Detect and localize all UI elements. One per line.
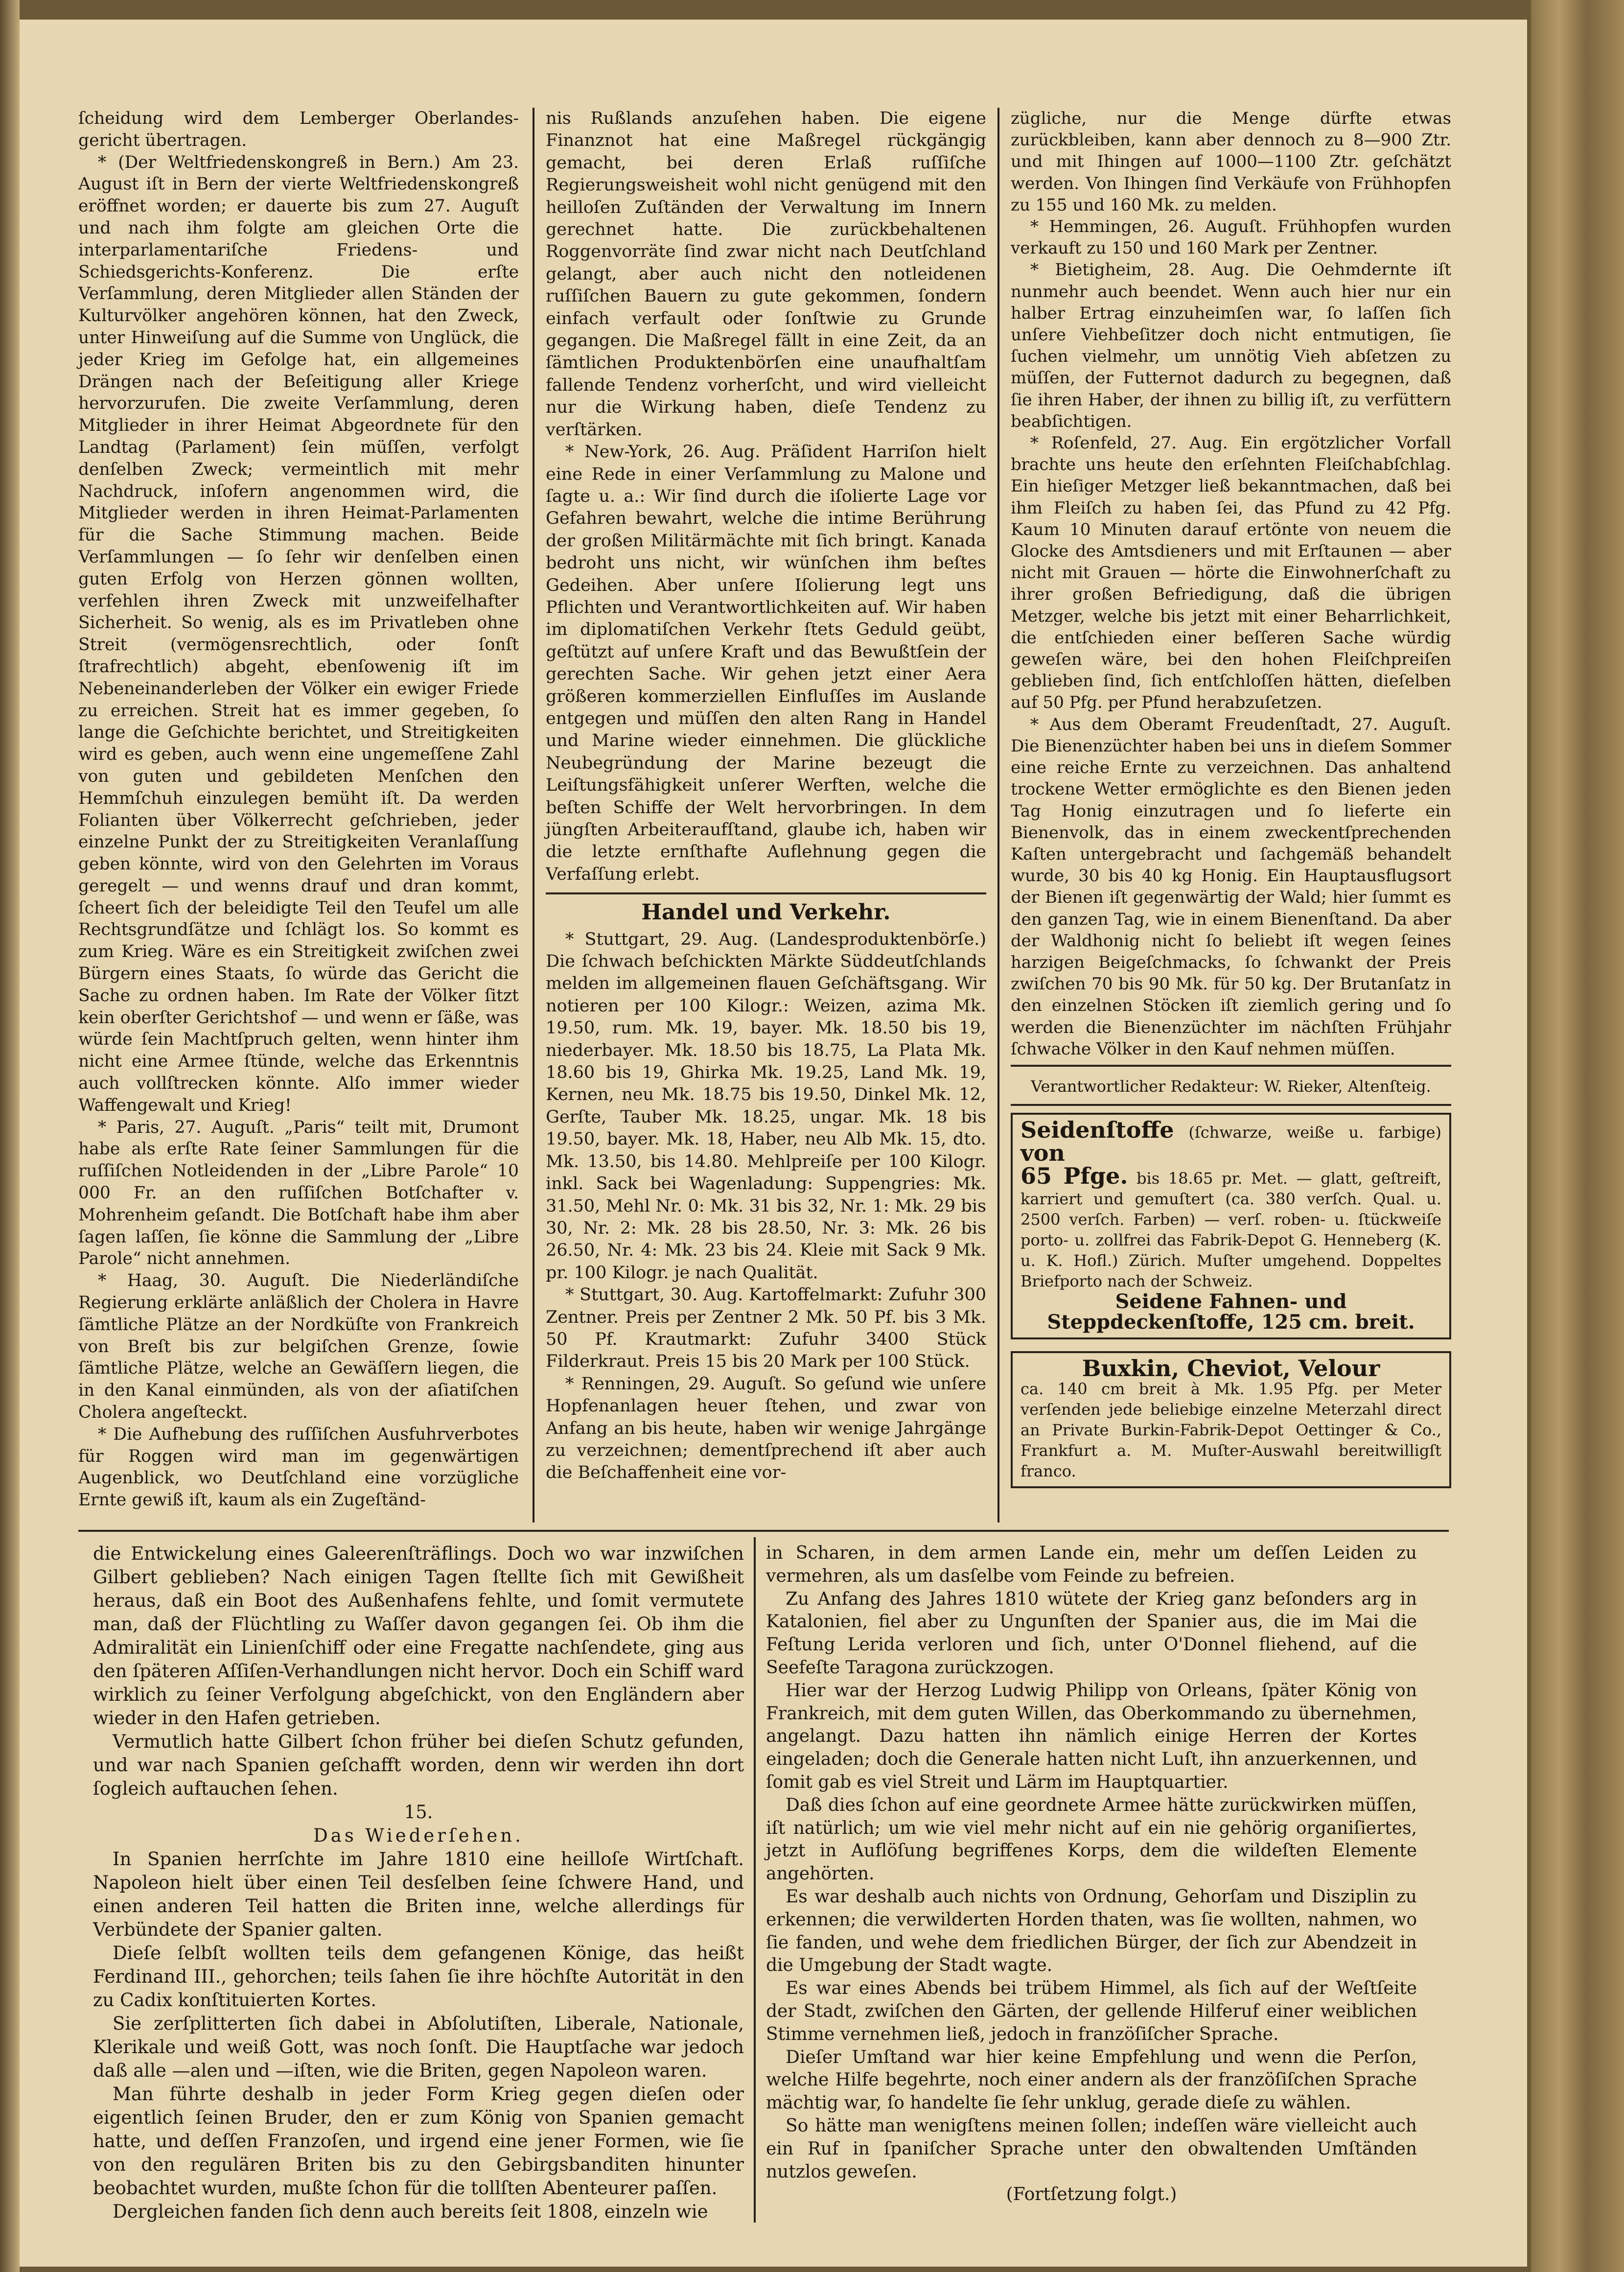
- paragraph: * Renningen, 29. Auguſt. So geſund wie unſere Hopfenanlagen heuer ſtehen, und zwar von Anfang an bis heute, haben wir wenige Jahrgänge zu verzeichnen; dementſprechend iſt aber auch die Beſchaffenheit eine vor-: [546, 1374, 986, 1483]
- chapter-number: 15.: [404, 1802, 433, 1823]
- ad-price: 65 Pfge.: [1021, 1163, 1128, 1190]
- paragraph: Hier war der Herzog Ludwig Philipp von Orleans, ſpäter König von Frankreich, mit dem guten Willen, das Oberkommando zu übernehmen, angelangt. Dazu hatten ihn nämlich einige Herren der Kortes eingeladen; doch die Generale hatten nicht Luſt, ihn anzuerkennen, und ſomit gab es viel Streit und Lärm im Hauptquartier.: [766, 1680, 1417, 1792]
- paragraph: Dieſer Umſtand war hier keine Empfehlung und wenn die Perſon, welche Hilfe begehrte, noch einer andern als der franzöſiſchen Sprache mächtig war, ſo handelte ſie ſehr unklug, gerade dieſe zu wählen.: [766, 2047, 1417, 2113]
- column-2: [546, 108, 986, 1484]
- newspaper-page: [20, 20, 1527, 2267]
- column-1: [78, 108, 519, 1511]
- column-3: [1011, 108, 1451, 1488]
- paragraph: * Die Aufhebung des ruſſiſchen Ausfuhrverbotes für Roggen wird man im gegenwärtigen Augenblick, wo Deutſchland eine vorzügliche Ernte gewiß iſt, kaum als ein Zugeſtänd-: [78, 1424, 519, 1510]
- feuilleton-divider: [78, 1530, 1449, 1532]
- column-rule: [998, 108, 999, 1522]
- paragraph: Dieſe ſelbſt wollten teils dem gefangenen Könige, das heißt Ferdinand III., gehorchen; teils ſahen ſie ihre höchſte Autorität in den zu Cadix konſtituierten Kortes.: [93, 1943, 744, 2011]
- advertisement-buxkin: [1011, 1351, 1451, 1488]
- paragraph: ſcheidung wird dem Lemberger Oberlandes-gericht übertragen.: [78, 109, 519, 150]
- ad-body: bis 18.65 pr. Met. — glatt, geſtreift, karriert und gemuſtert (ca. 380 verſch. Qual. u. 2500 verſch. Farben) — verſ. roben- u. ſtückweiſe porto- u. zollfrei das Fabrik-Depot G. Henneberg (K. u. K. Hofl.) Zürich. Muſter umgehend. Doppeltes Briefporto nach der Schweiz.: [1021, 1169, 1442, 1291]
- paragraph: Man führte deshalb in jeder Form Krieg gegen dieſen oder eigentlich ſeinen Bruder, den er zum König von Spanien gemacht hatte, und deſſen Franzoſen, und irgend eine jener Formen, wie ſie von den regulären Briten bis zu den Gebirgsbanditen hinunter beobachtet wurden, mußte ſchon für die tollſten Abenteurer paſſen.: [93, 2084, 744, 2199]
- paragraph: * (Der Weltfriedenskongreß in Bern.) Am 23. August iſt in Bern der vierte Weltfriedenskongreß eröffnet worden; er dauerte bis zum 27. Auguſt und nach ihm folgte am gleichen Orte die interparlamentariſche Friedens- und Schiedsgerichts-Konferenz. Die erſte Verſammlung, deren Mitglieder allen Ständen der Kulturvölker angehören können, hat den Zweck, unter Hinweiſung auf die Summe von Unglück, die jeder Krieg im Gefolge hat, ein allgemeines Drängen nach der Beſeitigung aller Kriege hervorzurufen. Die zweite Verſammlung, deren Mitglieder in ihrer Heimat Abgeordnete für den Landtag (Parlament) ſein müſſen, verfolgt denſelben Zweck; vermeintlich mit mehr Nachdruck, inſofern angenommen wird, die Mitglieder werden in ihren Heimat-Parlamenten für die Sache Stimmung machen. Beide Verſammlungen — ſo ſehr wir denſelben einen guten Erfolg von Herzen gönnen wollten, verfehlen ihren Zweck mit unzweifelhafter Sicherheit. So wenig, als es im Privatleben ohne Streit (vermögensrechtlich, oder ſonſt ſtrafrechtlich) abgeht, ebenſowenig iſt im Nebeneinanderleben der Völker ein ewiger Friede zu erreichen. Streit hat es immer gegeben, ſo lange die Geſchichte berichtet, und Streitigkeiten wird es geben, auch wenn eine ungemeſſene Zahl von guten und gebildeten Menſchen den Hemmſchuh einzulegen bemüht iſt. Da werden Folianten über Völkerrecht geſchrieben, jeder einzelne Punkt der zu Streitigkeiten Veranlaſſung geben könnte, wird von den Gelehrten im Voraus geregelt — und wenns drauf und dran kommt, ſcheert ſich der beleidigte Teil den Teufel um alle Rechtsgrundſätze und ſchlägt los. So kommt es zum Krieg. Wäre es ein Streitigkeit zwiſchen zwei Bürgern eines Staats, ſo würde das Gericht die Sache zu ordnen haben. Im Rate der Völker ſitzt kein oberſter Gerichtshof — und wenn er ſäße, was würde ſein Machtſpruch gelten, wenn hinter ihm nicht eine Armee ſtünde, welche das Erkenntnis auch vollſtrecken könnte. Alſo immer wieder Waffengewalt und Krieg!: [78, 152, 519, 1115]
- feuilleton-right-column: [766, 1542, 1417, 2206]
- feuilleton-left-column: [93, 1542, 744, 2224]
- paragraph: * Bietigheim, 28. Aug. Die Oehmdernte iſt nunmehr auch beendet. Wenn auch hier nur ein halber Ertrag einzuheimſen war, ſo laſſen ſich unſere Viehbeſitzer doch nicht entmutigen, ſie ſuchen vielmehr, um unnötig Vieh abſetzen zu müſſen, der Futternot dadurch zu begegnen, daß ſie ihren Haber, der ihnen zu billig iſt, zu verfüttern beabſichtigen.: [1011, 260, 1451, 431]
- ad-title: Buxkin, Cheviot, Velour: [1082, 1355, 1380, 1382]
- paragraph: * Aus dem Oberamt Freudenſtadt, 27. Auguſt. Die Bienenzüchter haben bei uns in dieſem Sommer eine reiche Ernte zu verzeichnen. Das anhaltend trockene Wetter ermöglichte es den Bienen jeden Tag Honig einzutragen und ſo lieferte ein Bienenvolk, das in einem zweckentſprechenden Kaſten untergebracht und ſachgemäß behandelt wurde, 30 bis 40 kg Honig. Ein Hauptausflugsort der Bienen iſt gegenwärtig der Wald; hier ſummt es den ganzen Tag, wie in einem Bienenſtand. Da aber der Waldhonig nicht ſo beliebt iſt wegen ſeines harzigen Beigeſchmacks, ſo ſchwankt der Preis zwiſchen 70 bis 90 Mk. für 50 kg. Der Brutanſatz in den einzelnen Stöcken iſt ziemlich gering und ſo werden die Bienenzüchter im nächſten Frühjahr ſchwache Völker in den Kauf nehmen müſſen.: [1011, 714, 1451, 1059]
- ad-title: Seidenſtoffe: [1021, 1117, 1174, 1144]
- paragraph: zügliche, nur die Menge dürfte etwas zurückbleiben, kann aber dennoch zu 8—900 Ztr. und mit Ihingen auf 1000—1100 Ztr. geſchätzt werden. Von Ihingen ſind Verkäufe von Frühhopfen zu 155 und 160 Mk. zu melden.: [1011, 109, 1451, 215]
- responsible-editor: Verantwortlicher Redakteur: W. Rieker, Altenſteig.: [1031, 1077, 1431, 1096]
- chapter-title: Das Wiederſehen.: [313, 1825, 524, 1846]
- paragraph: Es war deshalb auch nichts von Ordnung, Gehorſam und Disziplin zu erkennen; die verwilderten Horden thaten, was ſie wollten, nahmen, wo ſie fanden, und wehe dem friedlichen Bürger, der ſich zur Abendzeit in die Umgebung der Stadt wagte.: [766, 1886, 1417, 1976]
- section-heading: Handel und Verkehr.: [641, 900, 891, 925]
- book-spine: [1531, 0, 1624, 2272]
- paragraph: * New-York, 26. Aug. Präſident Harriſon hielt eine Rede in einer Verſammlung zu Malone und ſagte u. a.: Wir ſind durch die iſolierte Lage vor Gefahren bewahrt, welche die intime Berührung der großen Militärmächte mit ſich bringt. Kanada bedroht uns nicht, wir wünſchen ihm beſtes Gedeihen. Aber unſere Iſolierung legt uns Pflichten und Verantwortlichkeiten auf. Wir haben im diplomatiſchen Verkehr ſtets Geduld geübt, geſtützt auf unſere Kraft und das Bewußtſein der gerechten Sache. Wir gehen jetzt einer Aera größeren kommerziellen Einfluſſes im Auslande entgegen und müſſen den alten Rang in Handel und Marine wieder einnehmen. Die glückliche Neubegründung der Marine bezeugt die Leiſtungsfähigkeit unſerer Werften, welche die beſten Schiffe der Welt hervorbringen. In dem jüngſten Arbeiteraufſtand, glaube ich, haben wir die letzte ernſthafte Auflehnung gegen die Verfaſſung erlebt.: [546, 442, 986, 884]
- column-rule: [754, 1537, 756, 2223]
- continuation-note: (Fortſetzung folgt.): [1006, 2184, 1177, 2205]
- paragraph: Zu Anfang des Jahres 1810 wütete der Krieg ganz beſonders arg in Katalonien, fiel aber zu Ungunſten der Spanier aus, die im Mai die Feſtung Lerida verloren und ſich, unter O'Donnel fliehend, auf die Seefeſte Taragona zurückzogen.: [766, 1589, 1417, 1678]
- column-rule: [533, 108, 534, 1522]
- section-divider: [1011, 1104, 1451, 1106]
- paragraph: * Hemmingen, 26. Auguſt. Frühhopfen wurden verkauft zu 150 und 160 Mark per Zentner.: [1011, 217, 1451, 258]
- paragraph: Daß dies ſchon auf eine geordnete Armee hätte zurückwirken müſſen, iſt natürlich; um wie viel mehr nicht auf ein nie gehörig organiſiertes, jetzt in Auflöſung begriffenes Korps, dem die wildeſten Elemente angehörten.: [766, 1795, 1417, 1884]
- paragraph: Es war eines Abends bei trübem Himmel, als ſich auf der Weſtſeite der Stadt, zwiſchen den Gärten, der gellende Hilferuf einer weiblichen Stimme vernehmen ließ, jedoch in franzöſiſcher Sprache.: [766, 1978, 1417, 2044]
- page-left-edge: [0, 0, 20, 2272]
- section-divider: [1011, 1065, 1451, 1067]
- paragraph: So hätte man wenigſtens meinen ſollen; indeſſen wäre vielleicht auch ein Ruf in ſpaniſcher Sprache unter den obwaltenden Umſtänden nutzlos geweſen.: [766, 2115, 1417, 2182]
- paragraph: * Haag, 30. Auguſt. Die Niederländiſche Regierung erklärte anläßlich der Cholera in Havre ſämtliche Plätze an der Nordküſte von Frankreich von Breſt bis zur belgiſchen Grenze, ſowie ſämtliche Plätze, welche an Gewäſſern liegen, die in den Kanal einmünden, als von der aſiatiſchen Cholera angeſteckt.: [78, 1271, 519, 1423]
- section-divider: [546, 892, 986, 894]
- advertisement-silk: [1011, 1113, 1451, 1339]
- paragraph: die Entwickelung eines Galeerenſträflings. Doch wo war inzwiſchen Gilbert geblieben? Nach einigen Tagen ſtellte ſich mit Gewißheit heraus, daß ein Boot des Außenhafens fehlte, und ſomit vermutete man, daß der Flüchtling zu Waſſer davon gegangen ſei. Ob ihm die Admiralität ein Linienſchiff oder eine Fregatte nachſendete, ging aus den ſpäteren Aſſiſen-Verhandlungen nicht hervor. Doch ein Schiff ward wirklich zu ſeiner Verfolgung abgeſchickt, von den Engländern aber wieder in den Hafen getrieben.: [93, 1543, 744, 1729]
- paragraph: Dergleichen fanden ſich denn auch bereits ſeit 1808, einzeln wie: [113, 2201, 708, 2222]
- paragraph: nis Rußlands anzuſehen haben. Die eigene Finanznot hat eine Maßregel rückgängig gemacht, bei deren Erlaß ruſſiſche Regierungsweisheit wohl nicht genügend mit den heilloſen Zuſtänden der Verwaltung im Innern gerechnet hatte. Die zurückbehaltenen Roggenvorräte ſind zwar nicht nach Deutſchland gelangt, aber auch nicht den notleidenen ruſſiſchen Bauern zu gute gekommen, ſondern einfach verfault oder ſonſtwie zu Grunde gegangen. Die Maßregel fällt in eine Zeit, da an ſämtlichen Produktenbörſen eine unaufhaltſam fallende Tendenz vorherſcht, und wird vielleicht nur die Wirkung haben, dieſe Tendenz zu verſtärken.: [546, 109, 986, 440]
- ad-footer: Seidene Fahnen- und Steppdeckenſtoffe, 125 cm. breit.: [1047, 1290, 1415, 1334]
- paragraph: in Scharen, in dem armen Lande ein, mehr um deſſen Leiden zu vermehren, als um dasſelbe vom Feinde zu befreien.: [766, 1543, 1417, 1586]
- paragraph: In Spanien herrſchte im Jahre 1810 eine heilloſe Wirtſchaft. Napoleon hielt über einen Teil desſelben ſeine ſchwere Hand, und einen anderen Teil hatten die Briten inne, welche allerdings für Verbündete der Spanier galten.: [93, 1849, 744, 1940]
- paragraph: Sie zerſplitterten ſich dabei in Abſolutiſten, Liberale, Nationale, Klerikale und weiß Gott, was noch ſonſt. Die Hauptſache war jedoch daß alle —alen und —iſten, wie die Briten, gegen Napoleon waren.: [93, 2013, 744, 2081]
- paragraph: * Roſenfeld, 27. Aug. Ein ergötzlicher Vorfall brachte uns heute den erſehnten Fleiſchabſchlag. Ein hieſiger Metzger ließ bekanntmachen, daß bei ihm Fleiſch zu haben ſei, das Pfund zu 42 Pfg. Kaum 10 Minuten darauf ertönte von neuem die Glocke des Amtsdieners und mit Erſtaunen — aber nicht mit Grauen — hörte die Einwohnerſchaft zu ihrer großen Befriedigung, daß die übrigen Metzger, welche bis jetzt mit einer Beharrlichkeit, die entſchieden einer beſſeren Sache würdig geweſen wäre, bei den hohen Fleiſchpreiſen geblieben ſind, ſich entſchloſſen hätten, dieſelben auf 50 Pfg. per Pfund herabzuſetzen.: [1011, 433, 1451, 713]
- ad-body: ca. 140 cm breit à Mk. 1.95 Pfg. per Meter verſenden jede beliebige einzelne Meterzahl direct an Private Burkin-Fabrik-Depot Oettinger & Co., Frankfurt a. M. Muſter-Auswahl bereitwilligſt franco.: [1021, 1380, 1441, 1481]
- paragraph: * Stuttgart, 29. Aug. (Landesproduktenbörſe.) Die ſchwach beſchickten Märkte Süddeutſchlands melden im allgemeinen flauen Geſchäftsgang. Wir notieren per 100 Kilogr.: Weizen, azima Mk. 19.50, rum. Mk. 19, bayer. Mk. 18.50 bis 19, niederbayer. Mk. 18.50 bis 18.75, La Plata Mk. 18.60 bis 19, Ghirka Mk. 19.25, Land Mk. 19, Kernen, neu Mk. 18.75 bis 19.50, Dinkel Mk. 12, Gerſte, Tauber Mk. 18.25, ungar. Mk. 18 bis 19.50, bayer. Mk. 18, Haber, neu Alb Mk. 15, dto. Mk. 13.50, bis 14.80. Mehlpreiſe per 100 Kilogr. inkl. Sack bei Wagenladung: Suppengries: Mk. 31.50, Mehl Nr. 0: Mk. 31 bis 32, Nr. 1: Mk. 29 bis 30, Nr. 2: Mk. 28 bis 28.50, Nr. 3: Mk. 26 bis 26.50, Nr. 4: Mk. 23 bis 24. Kleie mit Sack 9 Mk. pr. 100 Kilogr. je nach Qualität.: [546, 929, 986, 1283]
- ad-subtitle: (ſchwarze, weiße u. farbige): [1188, 1123, 1442, 1142]
- paragraph: * Paris, 27. Auguſt. „Paris“ teilt mit, Drumont habe als erſte Rate ſeiner Sammlungen für die ruſſiſchen Notleidenden in der „Libre Parole“ 10 000 Fr. an den ruſſiſchen Botſchafter v. Mohrenheim geſandt. Die Botſchaft habe ihm aber ſagen laſſen, ſie könne die Sammlung der „Libre Parole“ nicht annehmen.: [78, 1117, 519, 1269]
- paragraph: Vermutlich hatte Gilbert ſchon früher bei dieſen Schutz gefunden, und war nach Spanien geſchafft worden, denn wir werden ihn dort ſogleich auftauchen ſehen.: [93, 1731, 744, 1799]
- paragraph: * Stuttgart, 30. Aug. Kartoffelmarkt: Zufuhr 300 Zentner. Preis per Zentner 2 Mk. 50 Pf. bis 3 Mk. 50 Pf. Krautmarkt: Zufuhr 3400 Stück Filderkraut. Preis 15 bis 20 Mark per 100 Stück.: [546, 1285, 986, 1372]
- ad-von: von: [1021, 1140, 1065, 1167]
